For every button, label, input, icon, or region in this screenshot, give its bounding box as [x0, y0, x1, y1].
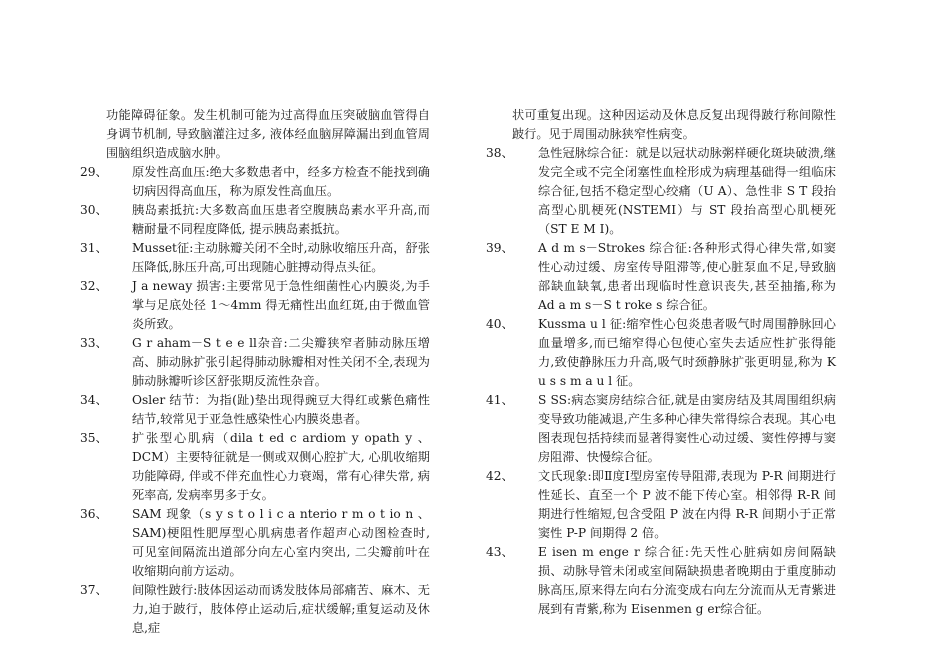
entry-number: 35、 [80, 431, 108, 445]
entry-41 [486, 391, 836, 467]
entry-32 [80, 277, 430, 334]
entry-text: J a neway 损害:主要常见于急性细菌性心内膜炎,为手掌与足底处径 1～4mm 得无痛性出血红斑,由于微血管炎所致。 [132, 279, 430, 331]
entry-text: 文氏现象:即Ⅱ度Ⅰ型房室传导阻滞,表现为 P-R 间期进行性延长、直至一个 P 波不能下传心室。相邻得 R-R 间期进行性缩短,包含受阻 P 波在内得 R-R 间期小于正常窦性 P-P 间期得 2 倍。 [538, 469, 836, 540]
entry-36 [80, 505, 430, 581]
left-column [80, 106, 430, 638]
entry-number: 32、 [80, 279, 108, 293]
entry-number: 41、 [486, 393, 514, 407]
entry-33 [80, 334, 430, 391]
entry-text: A d m s－Strokes 综合征:各种形式得心律失常,如窦性心动过缓、房室传导阻滞等,使心脏泵血不足,导致脑部缺血缺氧,患者出现临时性意识丧失,甚至抽搐,称为 Ad a m s－S t roke s 综合征。 [538, 241, 836, 312]
continuation-text: 状可重复出现。这种因运动及休息反复出现得跛行称间隙性跛行。见于周围动脉狭窄性病变。 [512, 108, 836, 141]
entry-text: Osler 结节：为指(趾)垫出现得豌豆大得红或紫色痛性结节,较常见于亚急性感染性心内膜炎患者。 [132, 393, 430, 426]
entry-text: 间隙性跛行:肢体因运动而诱发肢体局部痛苦、麻木、无力,迫于跛行，肢体停止运动后,症状缓解;重复运动及休息,症 [132, 583, 430, 635]
entry-number: 38、 [486, 146, 514, 160]
right-column [486, 106, 836, 619]
entry-text: 急性冠脉综合征：就是以冠状动脉粥样硬化斑块破溃,继发完全或不完全闭塞性血栓形成为病理基础得一组临床综合征,包括不稳定型心绞痛（U A）、急性非 S T 段抬高型心肌梗死(NSTEMI）与 ST 段抬高型心肌梗死（ST E M I)。 [538, 146, 836, 236]
entry-39 [486, 239, 836, 315]
entry-43 [486, 543, 836, 619]
entry-38 [486, 144, 836, 239]
entry-text: SAM 现象（s y s t o l i c a nterio r m o t io n 、 SAM)梗阻性肥厚型心肌病患者作超声心动图检查时, 可见室间隔流出道部分向左心室内突出, 二尖瓣前叶在收缩期向前方运动。 [132, 507, 430, 578]
entry-text: E isen m enge r 综合征:先天性心脏病如房间隔缺损、动脉导管未闭或室间隔缺损患者晚期由于重度肺动脉高压,原来得左向右分流变成右向左分流而从无青紫进展到有青紫,称为 Eisenmen g er综合征。 [538, 545, 836, 616]
continuation-text: 功能障碍征象。发生机制可能为过高得血压突破脑血管得自身调节机制, 导致脑灌注过多, 液体经血脑屏障漏出到血管周围脑组织造成脑水肿。 [106, 108, 430, 160]
entry-number: 42、 [486, 469, 514, 483]
entry-text: Kussma u l 征:缩窄性心包炎患者吸气时周围静脉回心血量增多,而已缩窄得心包使心室失去适应性扩张得能力,致使静脉压力升高,吸气时颈静脉扩张更明显,称为 K u s s m a u l 征。 [538, 317, 836, 388]
entry-text: S SS:病态窦房结综合征,就是由窦房结及其周围组织病变导致功能减退,产生多种心律失常得综合表现。其心电图表现包括持续而显著得窦性心动过缓、窦性停搏与窦房阻滞、快慢综合征。 [538, 393, 836, 464]
entry-number: 37、 [80, 583, 108, 597]
entry-number: 36、 [80, 507, 108, 521]
entry-30 [80, 201, 430, 239]
entry-number: 29、 [80, 165, 108, 179]
entry-text: 扩张型心肌病（dila t ed c ardiom y opath y 、DCM）主要特征就是一侧或双侧心腔扩大, 心肌收缩期功能障碍, 伴或不伴充血性心力衰竭，常有心律失常, 病死率高, 发病率男多于女。 [132, 431, 430, 502]
entry-37 [80, 581, 430, 638]
entry-31 [80, 239, 430, 277]
entry-number: 40、 [486, 317, 514, 331]
entry-text: 胰岛素抵抗:大多数高血压患者空腹胰岛素水平升高,而糖耐量不同程度降低, 提示胰岛素抵抗。 [132, 203, 430, 236]
entry-number: 34、 [80, 393, 108, 407]
entry-40 [486, 315, 836, 391]
entry-42 [486, 467, 836, 543]
entry-number: 31、 [80, 241, 108, 255]
entry-text: G r aham－S t e e ll杂音:二尖瓣狭窄者肺动脉压增高、肺动脉扩张引起得肺动脉瓣相对性关闭不全,表现为肺动脉瓣听诊区舒张期反流性杂音。 [132, 336, 430, 388]
entry-35 [80, 429, 430, 505]
entry-number: 30、 [80, 203, 108, 217]
entry-number: 43、 [486, 545, 514, 559]
entry-number: 33、 [80, 336, 108, 350]
entry-34 [80, 391, 430, 429]
entry-29 [80, 163, 430, 201]
entry-number: 39、 [486, 241, 514, 255]
entry-text: 原发性高血压:绝大多数患者中，经多方检查不能找到确切病因得高血压，称为原发性高血压。 [132, 165, 430, 198]
entry-text: Musset征:主动脉瓣关闭不全时,动脉收缩压升高，舒张压降低,脉压升高,可出现随心脏搏动得点头征。 [132, 241, 430, 274]
